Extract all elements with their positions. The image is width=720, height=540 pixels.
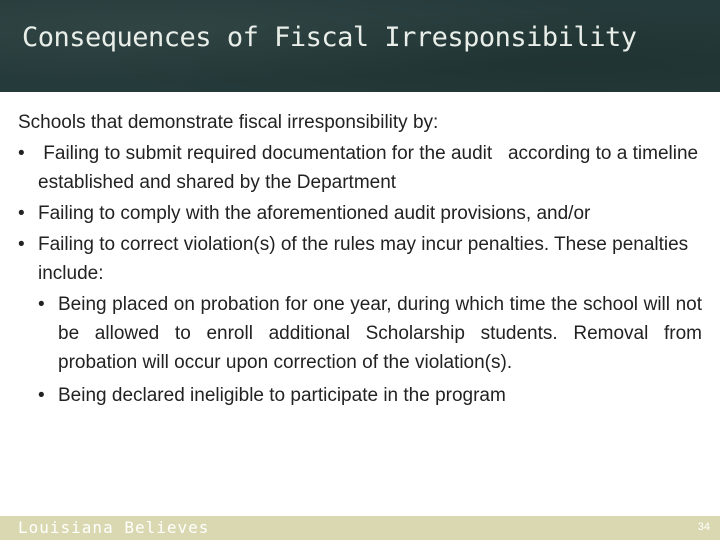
page-number: 34 xyxy=(697,521,710,533)
bullet-marker: • xyxy=(18,234,25,255)
title-banner xyxy=(0,0,720,92)
bullet-item xyxy=(18,139,702,197)
sub-bullet-text: Being declared ineligible to participate in the program xyxy=(58,385,506,406)
footer-brand: Louisiana Believes xyxy=(18,518,210,537)
bullet-text: Failing to comply with the aforementioned audit provisions, and/or xyxy=(38,203,591,224)
bullet-item xyxy=(18,230,702,288)
bullet-marker: • xyxy=(18,143,25,164)
bullet-marker: • xyxy=(18,203,25,224)
bullet-marker: • xyxy=(38,294,45,315)
footer-bar xyxy=(0,516,720,540)
bullet-item xyxy=(18,199,702,228)
sub-bullet-item xyxy=(38,381,702,410)
sub-bullet-item xyxy=(38,290,702,377)
slide-title: Consequences of Fiscal Irresponsibility xyxy=(22,22,637,53)
sub-bullet-text: Being placed on probation for one year, during which time the school will not be allowed to enroll additional Scholarship students. Removal from probation will occur upon correction of the violation(s). xyxy=(58,294,702,373)
bullet-text: Failing to submit required documentation for the audit according to a timeline established and shared by the Department xyxy=(38,143,704,193)
bullet-text: Failing to correct violation(s) of the rules may incur penalties. These penalties include: xyxy=(38,234,689,284)
intro-text: Schools that demonstrate fiscal irresponsibility by: xyxy=(18,112,439,133)
slide-body xyxy=(18,108,702,410)
bullet-marker: • xyxy=(38,385,45,406)
